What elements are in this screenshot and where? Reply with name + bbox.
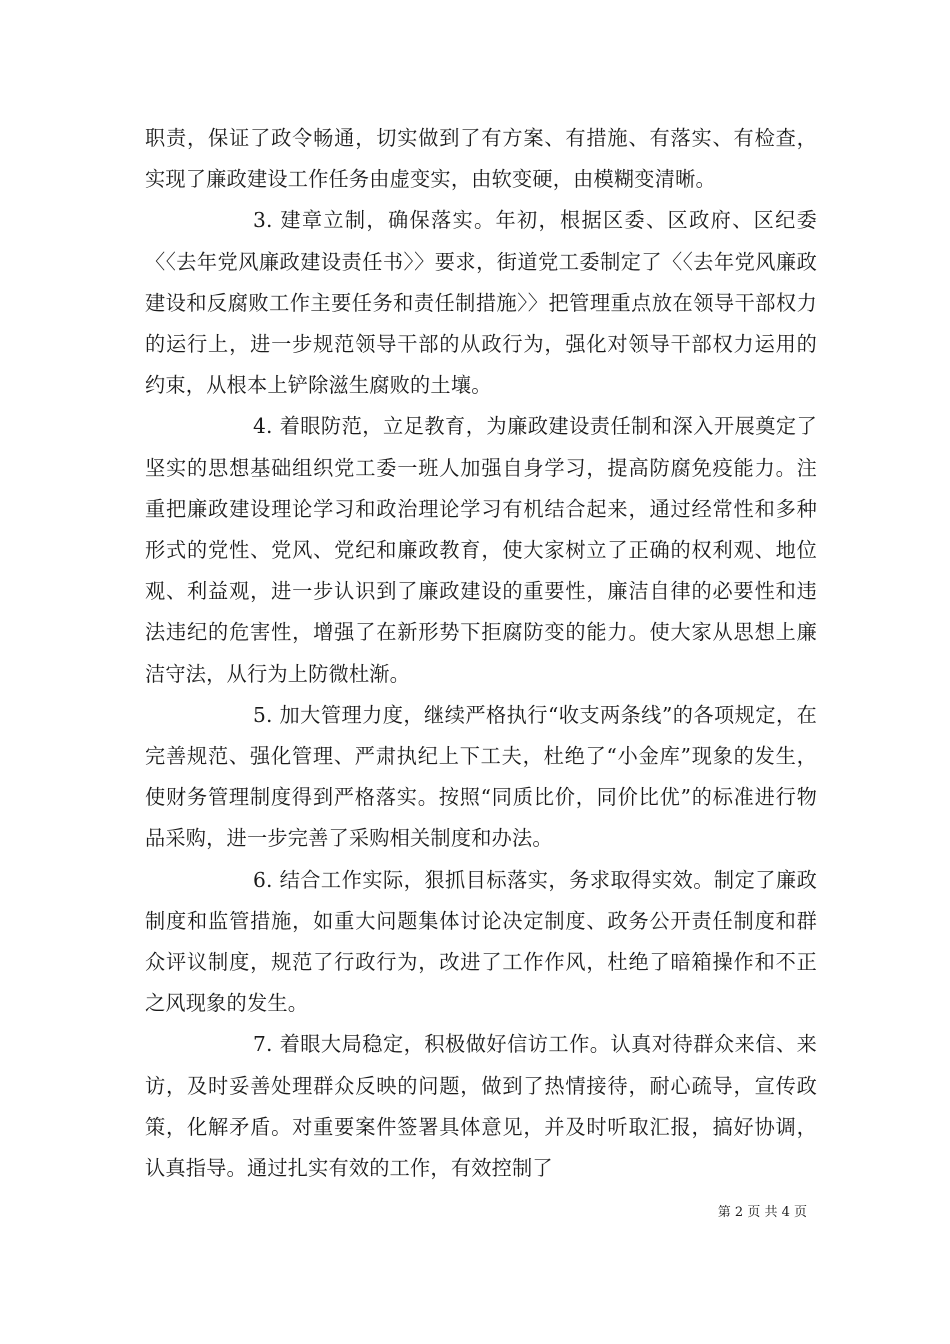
paragraph-item-3: 3. 建章立制，确保落实。年初，根据区委、区政府、区纪委〈〈去年党风廉政建设责任书〉〉要求，街道党工委制定了〈〈去年党风廉政建设和反腐败工作主要任务和责任制措施〉〉把管理重点放在领导干部权力的运行上，进一步规范领导干部的从政行为，强化对领导干部权力运用的约束，从根本上铲除滋生腐败的土壤。 — [145, 208, 817, 398]
paragraph-item-5: 5. 加大管理力度，继续严格执行“收支两条线”的各项规定，在完善规范、强化管理、严肃执纪上下工夫，杜绝了“小金库”现象的发生，使财务管理制度得到严格落实。按照“同质比价，同价比优”的标准进行物品采购，进一步完善了采购相关制度和办法。 — [145, 702, 817, 851]
paragraph-item-6: 6. 结合工作实际，狠抓目标落实，务求取得实效。制定了廉政制度和监管措施，如重大问题集体讨论决定制度、政务公开责任制度和群众评议制度，规范了行政行为，改进了工作作风，杜绝了暗箱操作和不正之风现象的发生。 — [145, 867, 817, 1016]
paragraph-item-4: 4. 着眼防范，立足教育，为廉政建设责任制和深入开展奠定了坚实的思想基础组织党工委一班人加强自身学习，提高防腐免疫能力。注重把廉政建设理论学习和政治理论学习有机结合起来，通过经常性和多种形式的党性、党风、党纪和廉政教育，使大家树立了正确的权利观、地位观、利益观，进一步认识到了廉政建设的重要性，廉洁自律的必要性和违法违纪的危害性，增强了在新形势下拒腐防变的能力。使大家从思想上廉洁守法，从行为上防微杜渐。 — [145, 414, 817, 686]
paragraph-continued: 职责，保证了政令畅通，切实做到了有方案、有措施、有落实、有检查，实现了廉政建设工作任务由虚变实，由软变硬，由模糊变清晰。 — [145, 126, 817, 192]
paragraph-item-7: 7. 着眼大局稳定，积极做好信访工作。认真对待群众来信、来访，及时妥善处理群众反映的问题，做到了热情接待，耐心疏导，宣传政策，化解矛盾。对重要案件签署具体意见，并及时听取汇报，搞好协调，认真指导。通过扎实有效的工作，有效控制了 — [145, 1032, 817, 1181]
document-body — [145, 118, 817, 1189]
page-number-footer: 第 2 页 共 4 页 — [717, 1205, 807, 1220]
